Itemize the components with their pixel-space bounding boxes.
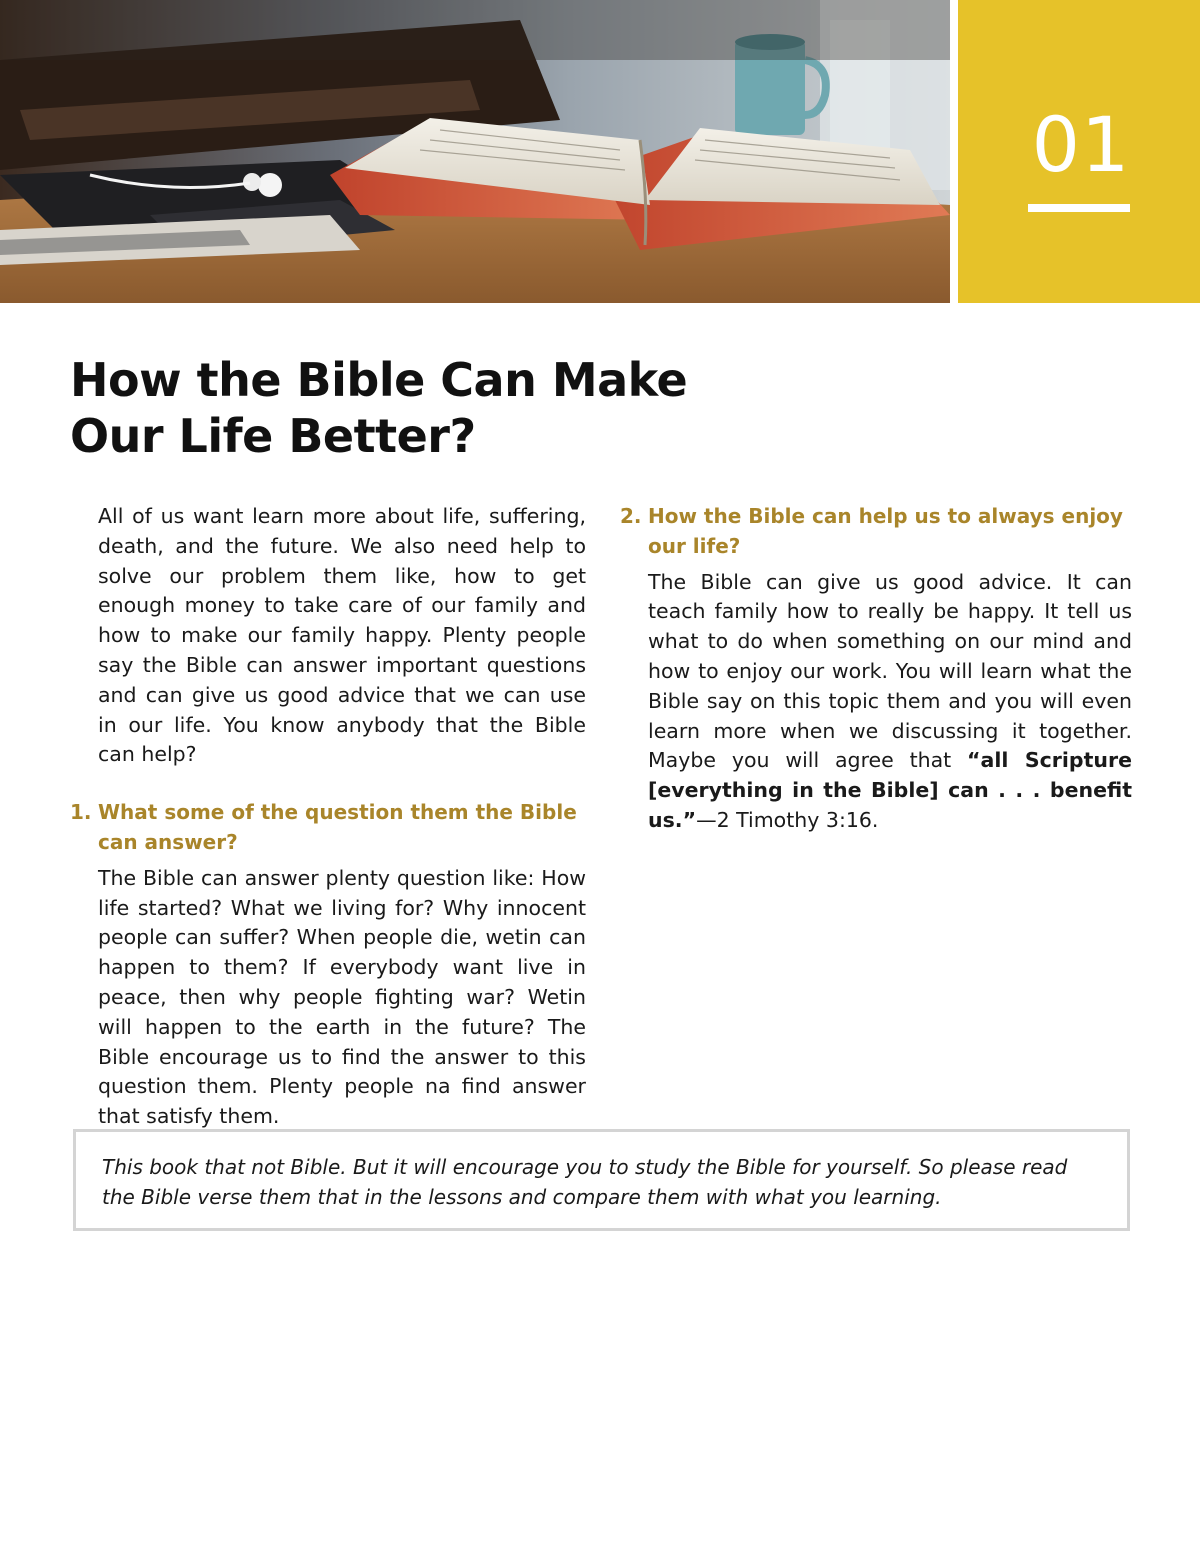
scripture-quote: “all Scripture [everything in the Bible] can . . . benefit us.” — [648, 748, 1132, 832]
lesson-number-underline — [1028, 204, 1130, 212]
question-number-1: 1. — [70, 800, 92, 825]
lesson-number: 01 — [1031, 100, 1131, 189]
left-column — [70, 502, 586, 1132]
question-answer-1: The Bible can answer plenty question like: How life started? What we living for? Why innocent people can suffer? When people die, wetin can happen to them? If everybody want live in peace, then why people fighting war? Wetin will happen to the earth in the future? The Bible encourage us to find the answer to this question them. Plenty people na find answer that satisfy them. — [98, 865, 586, 1129]
question-answer-2 — [620, 568, 1132, 836]
note-box — [73, 1129, 1130, 1231]
intro-paragraph: All of us want learn more about life, suffering, death, and the future. We also need help to solve our problem them like, how to get enough money to take care of our family and how to make our family happy. Plenty people say the Bible can answer important questions and can give us good advice that we can use in our life. You know anybody that the Bible can help? — [98, 504, 586, 767]
header-photo — [0, 0, 950, 303]
question-number-2: 2. — [620, 504, 642, 528]
question-heading-text-2: How the Bible can help us to always enjoy our life? — [648, 504, 1123, 558]
note-text: This book that not Bible. But it will encourage you to study the Bible for yourself. So please read the Bible verse them that in the lessons and compare them with what you learning. — [102, 1155, 1068, 1209]
question-heading-2 — [620, 502, 1132, 562]
answer-2-text: The Bible can give us good advice. It can teach family how to really be happy. It tell us what to do when something on our mind and how to enjoy our work. You will learn what the Bible say on this topic them and you will even learn more when we discussing it together. Maybe you will agree that — [648, 569, 1132, 773]
title-line-1: How the Bible Can Make — [70, 353, 688, 407]
title-line-2: Our Life Better? — [70, 409, 476, 463]
question-heading-text-1: What some of the question them the Bible can answer? — [98, 800, 577, 854]
right-column — [620, 502, 1132, 836]
question-heading-1 — [70, 798, 586, 858]
page-title — [70, 352, 770, 464]
lesson-number-tab — [958, 0, 1200, 303]
scripture-citation: —2 Timothy 3:16. — [696, 807, 879, 832]
